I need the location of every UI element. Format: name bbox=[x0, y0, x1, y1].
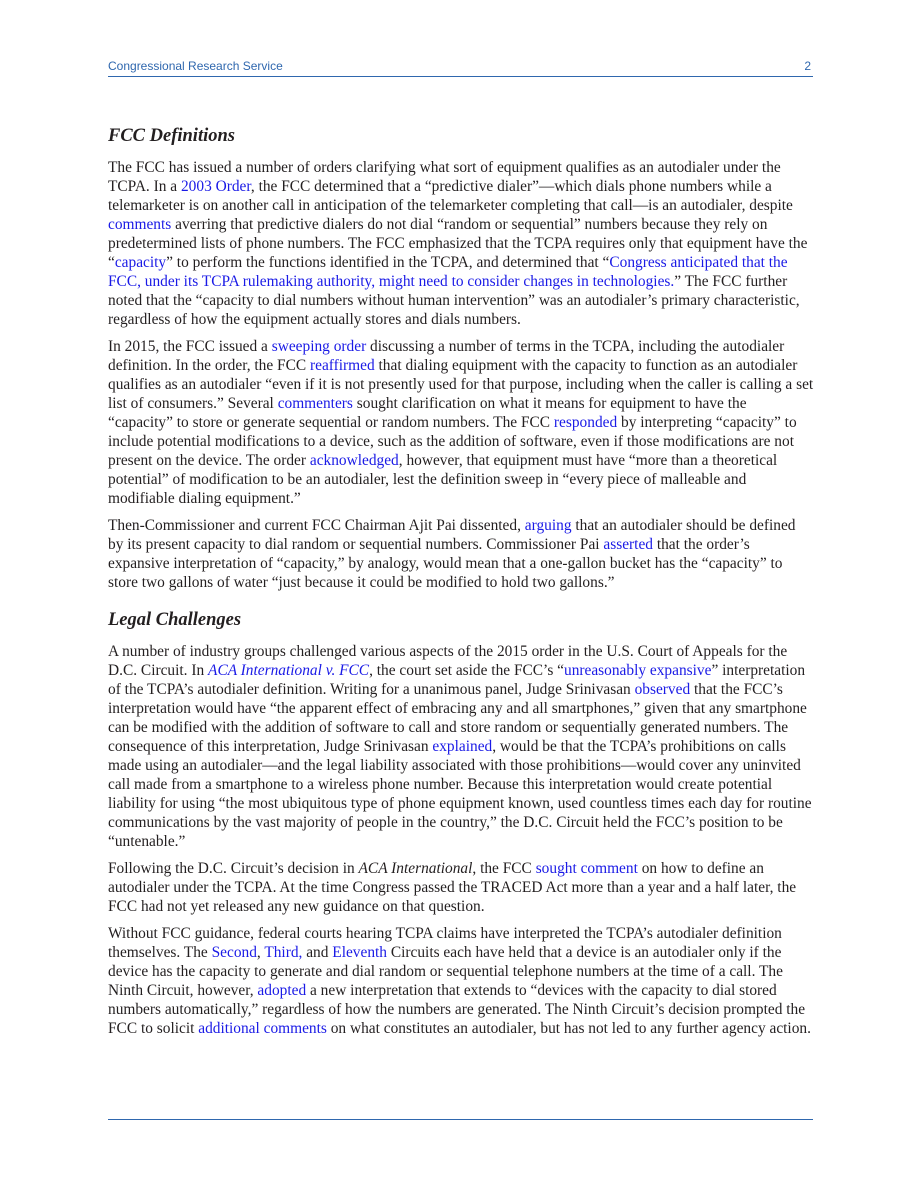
link-capacity[interactable]: capacity bbox=[114, 254, 167, 271]
text: and bbox=[302, 944, 333, 961]
page-number: 2 bbox=[804, 59, 811, 73]
text: sought clarification on what it means for equipment to have the “capacity” to store or generate sequential or random numbers. The FCC bbox=[108, 395, 747, 431]
text: Circuits each have held that a device is an autodialer only if the device has the capacity to generate and dial random or sequential telephone numbers at the time of a call. The Ninth Circuit, however, bbox=[108, 944, 783, 999]
heading-legal-challenges: Legal Challenges bbox=[108, 610, 242, 630]
document-body bbox=[108, 124, 814, 1046]
link-comments[interactable]: comments bbox=[108, 216, 172, 233]
paragraph-fcc-1 bbox=[108, 158, 814, 329]
link-aca-international[interactable]: ACA International v. FCC bbox=[208, 662, 370, 679]
link-additional-comments[interactable]: additional comments bbox=[198, 1020, 327, 1037]
link-third[interactable]: Third, bbox=[264, 944, 303, 961]
link-reaffirmed[interactable]: reaffirmed bbox=[310, 357, 375, 374]
text: In 2015, the FCC issued a bbox=[108, 338, 272, 355]
paragraph-fcc-3 bbox=[108, 516, 814, 592]
text: A number of industry groups challenged various aspects of the 2015 order in the U.S. Court of Appeals for the D.C. Circuit. In bbox=[108, 643, 788, 679]
footer-rule bbox=[108, 1119, 813, 1120]
link-eleventh[interactable]: Eleventh bbox=[332, 944, 387, 961]
text: , the FCC determined that a “predictive dialer”—which dials phone numbers while a telemarketer is on another call in anticipation of the telemarketer completing that call—is an autodialer, despite bbox=[108, 178, 793, 214]
text: that the order’s expansive interpretation of “capacity,” by analogy, would mean that a one-gallon bucket has the “capacity” to store two gallons of water “just because it could be modified to hold two gallons.” bbox=[108, 536, 783, 591]
page-header bbox=[108, 56, 813, 77]
text: The FCC has issued a number of orders clarifying what sort of equipment qualifies as an autodialer under the TCPA. In a bbox=[108, 159, 781, 195]
text: Following the D.C. Circuit’s decision in bbox=[108, 860, 359, 877]
link-adopted[interactable]: adopted bbox=[257, 982, 307, 999]
text: averring that predictive dialers do not dial “random or sequential” numbers because they rely on predetermined lists of phone numbers. The FCC emphasized that the TCPA requires only that equipment have the “ bbox=[108, 216, 808, 271]
link-observed[interactable]: observed bbox=[634, 681, 691, 698]
heading-fcc-definitions: FCC Definitions bbox=[108, 126, 235, 146]
link-explained[interactable]: explained bbox=[432, 738, 493, 755]
link-2003-order[interactable]: 2003 Order bbox=[180, 178, 251, 195]
text: , the court set aside the FCC’s “ bbox=[369, 662, 564, 679]
text: ” to perform the functions identified in the TCPA, and determined that “ bbox=[166, 254, 610, 271]
case-name-italic: ACA International bbox=[358, 860, 473, 877]
text: that the FCC’s interpretation would have “the apparent effect of embracing any and all smartphones,” given that any smartphone can be modified with the addition of software to call and store random or sequentially generated numbers. The consequence of this interpretation, Judge Srinivasan bbox=[108, 681, 807, 755]
link-asserted[interactable]: asserted bbox=[603, 536, 653, 553]
text: ” interpretation of the TCPA’s autodialer definition. Writing for a unanimous panel, Judge Srinivasan bbox=[108, 662, 806, 698]
text: on what constitutes an autodialer, but has not led to any further agency action. bbox=[326, 1020, 811, 1037]
link-second[interactable]: Second bbox=[211, 944, 257, 961]
text: Then-Commissioner and current FCC Chairman Ajit Pai dissented, bbox=[108, 517, 525, 534]
text: discussing a number of terms in the TCPA, including the autodialer definition. In the order, the FCC bbox=[108, 338, 785, 374]
paragraph-legal-2 bbox=[108, 859, 814, 916]
text: a new interpretation that extends to “devices with the capacity to dial stored numbers automatically,” regardless of how the numbers are generated. The Ninth Circuit’s decision prompted the FCC to solicit bbox=[108, 982, 806, 1037]
link-unreasonably-expansive[interactable]: unreasonably expansive bbox=[564, 662, 712, 679]
text: , the FCC bbox=[472, 860, 536, 877]
paragraph-legal-3 bbox=[108, 924, 814, 1038]
paragraph-fcc-2 bbox=[108, 337, 814, 508]
text: Without FCC guidance, federal courts hearing TCPA claims have interpreted the TCPA’s autodialer definition themselves. The bbox=[108, 925, 782, 961]
link-sought-comment[interactable]: sought comment bbox=[535, 860, 638, 877]
text: , would be that the TCPA’s prohibitions on calls made using an autodialer—and the legal liability associated with those prohibitions—would cover any uninvited call made from a smartphone to a wireless phone number. Because this interpretation would create potential liability for using “the most ubiquitous type of phone equipment known, used countless times each day for routine communications by the vast majority of people in the country,” the D.C. Circuit held the FCC’s position to be “untenable.” bbox=[108, 738, 812, 850]
link-sweeping-order[interactable]: sweeping order bbox=[271, 338, 367, 355]
header-org: Congressional Research Service bbox=[108, 59, 283, 73]
text: , bbox=[256, 944, 265, 961]
text: that dialing equipment with the capacity to function as an autodialer qualifies as an autodialer “even if it is not presently used for that purpose, including when the caller is calling a set list of consumers.” Several bbox=[108, 357, 814, 412]
paragraph-legal-1 bbox=[108, 642, 814, 851]
text: ” The FCC further noted that the “capacity to dial numbers without human intervention” was an autodialer’s primary characteristic, regardless of how the equipment actually stores and dials numbers. bbox=[108, 273, 800, 328]
text: on how to define an autodialer under the TCPA. At the time Congress passed the TRACED Act more than a year and a half later, the FCC had not yet released any new guidance on that question. bbox=[108, 860, 797, 915]
link-arguing[interactable]: arguing bbox=[524, 517, 572, 534]
text: that an autodialer should be defined by its present capacity to dial random or sequential numbers. Commissioner Pai bbox=[108, 517, 796, 553]
text: by interpreting “capacity” to include potential modifications to a device, such as the addition of software, even if those modifications are not present on the device. The order bbox=[108, 414, 797, 469]
link-acknowledged[interactable]: acknowledged bbox=[309, 452, 399, 469]
text: , however, that equipment must have “more than a theoretical potential” of modification to be an autodialer, lest the definition sweep in “every piece of malleable and modifiable dialing equipment.” bbox=[108, 452, 778, 507]
link-congress-anticipated[interactable]: Congress anticipated that the FCC, under its TCPA rulemaking authority, might need to consider changes in technologies. bbox=[108, 254, 788, 290]
link-commenters[interactable]: commenters bbox=[277, 395, 353, 412]
link-responded[interactable]: responded bbox=[553, 414, 618, 431]
